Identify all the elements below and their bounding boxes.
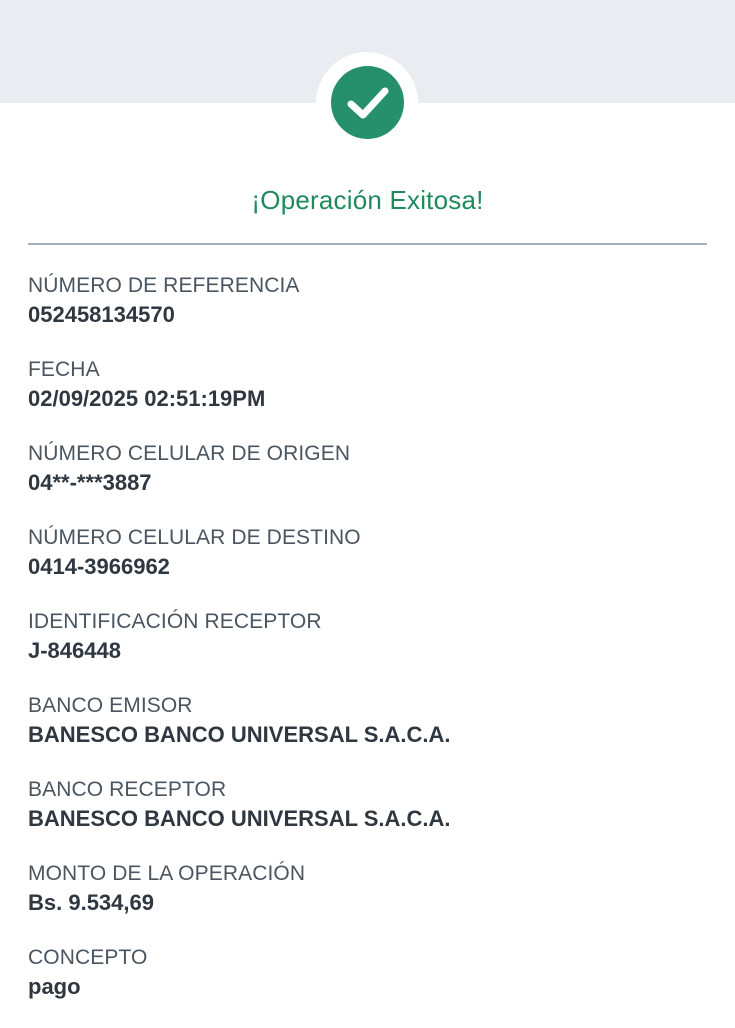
field-value: BANESCO BANCO UNIVERSAL S.A.C.A. [28,806,451,831]
field-value: BANESCO BANCO UNIVERSAL S.A.C.A. [28,722,451,747]
field-value: 04**-***3887 [28,470,152,495]
field-label: IDENTIFICACIÓN RECEPTOR [28,610,322,633]
field-concept [28,944,718,1028]
field-label: BANCO EMISOR [28,694,193,717]
divider [28,243,707,245]
checkmark-icon [347,86,389,120]
receipt-details [28,272,718,1028]
field-label: NÚMERO CELULAR DE DESTINO [28,526,361,549]
success-title: ¡Operación Exitosa! [251,185,484,215]
field-origin-phone [28,440,718,524]
success-badge [331,66,404,139]
field-destination-phone [28,524,718,608]
field-receiver-id [28,608,718,692]
field-label: BANCO RECEPTOR [28,778,227,801]
field-date [28,356,718,440]
field-issuing-bank [28,692,718,776]
field-value: pago [28,974,81,999]
field-label: MONTO DE LA OPERACIÓN [28,862,306,885]
field-label: NÚMERO CELULAR DE ORIGEN [28,442,351,465]
field-value: Bs. 9.534,69 [28,890,154,915]
field-value: 0414-3966962 [28,554,170,579]
field-receiving-bank [28,776,718,860]
field-reference-number [28,272,718,356]
field-amount [28,860,718,944]
field-value: 02/09/2025 02:51:19PM [28,386,266,411]
field-label: FECHA [28,358,100,381]
field-value: J-846448 [28,638,121,663]
field-label: CONCEPTO [28,946,148,969]
field-value: 052458134570 [28,302,175,327]
field-label: NÚMERO DE REFERENCIA [28,274,300,297]
